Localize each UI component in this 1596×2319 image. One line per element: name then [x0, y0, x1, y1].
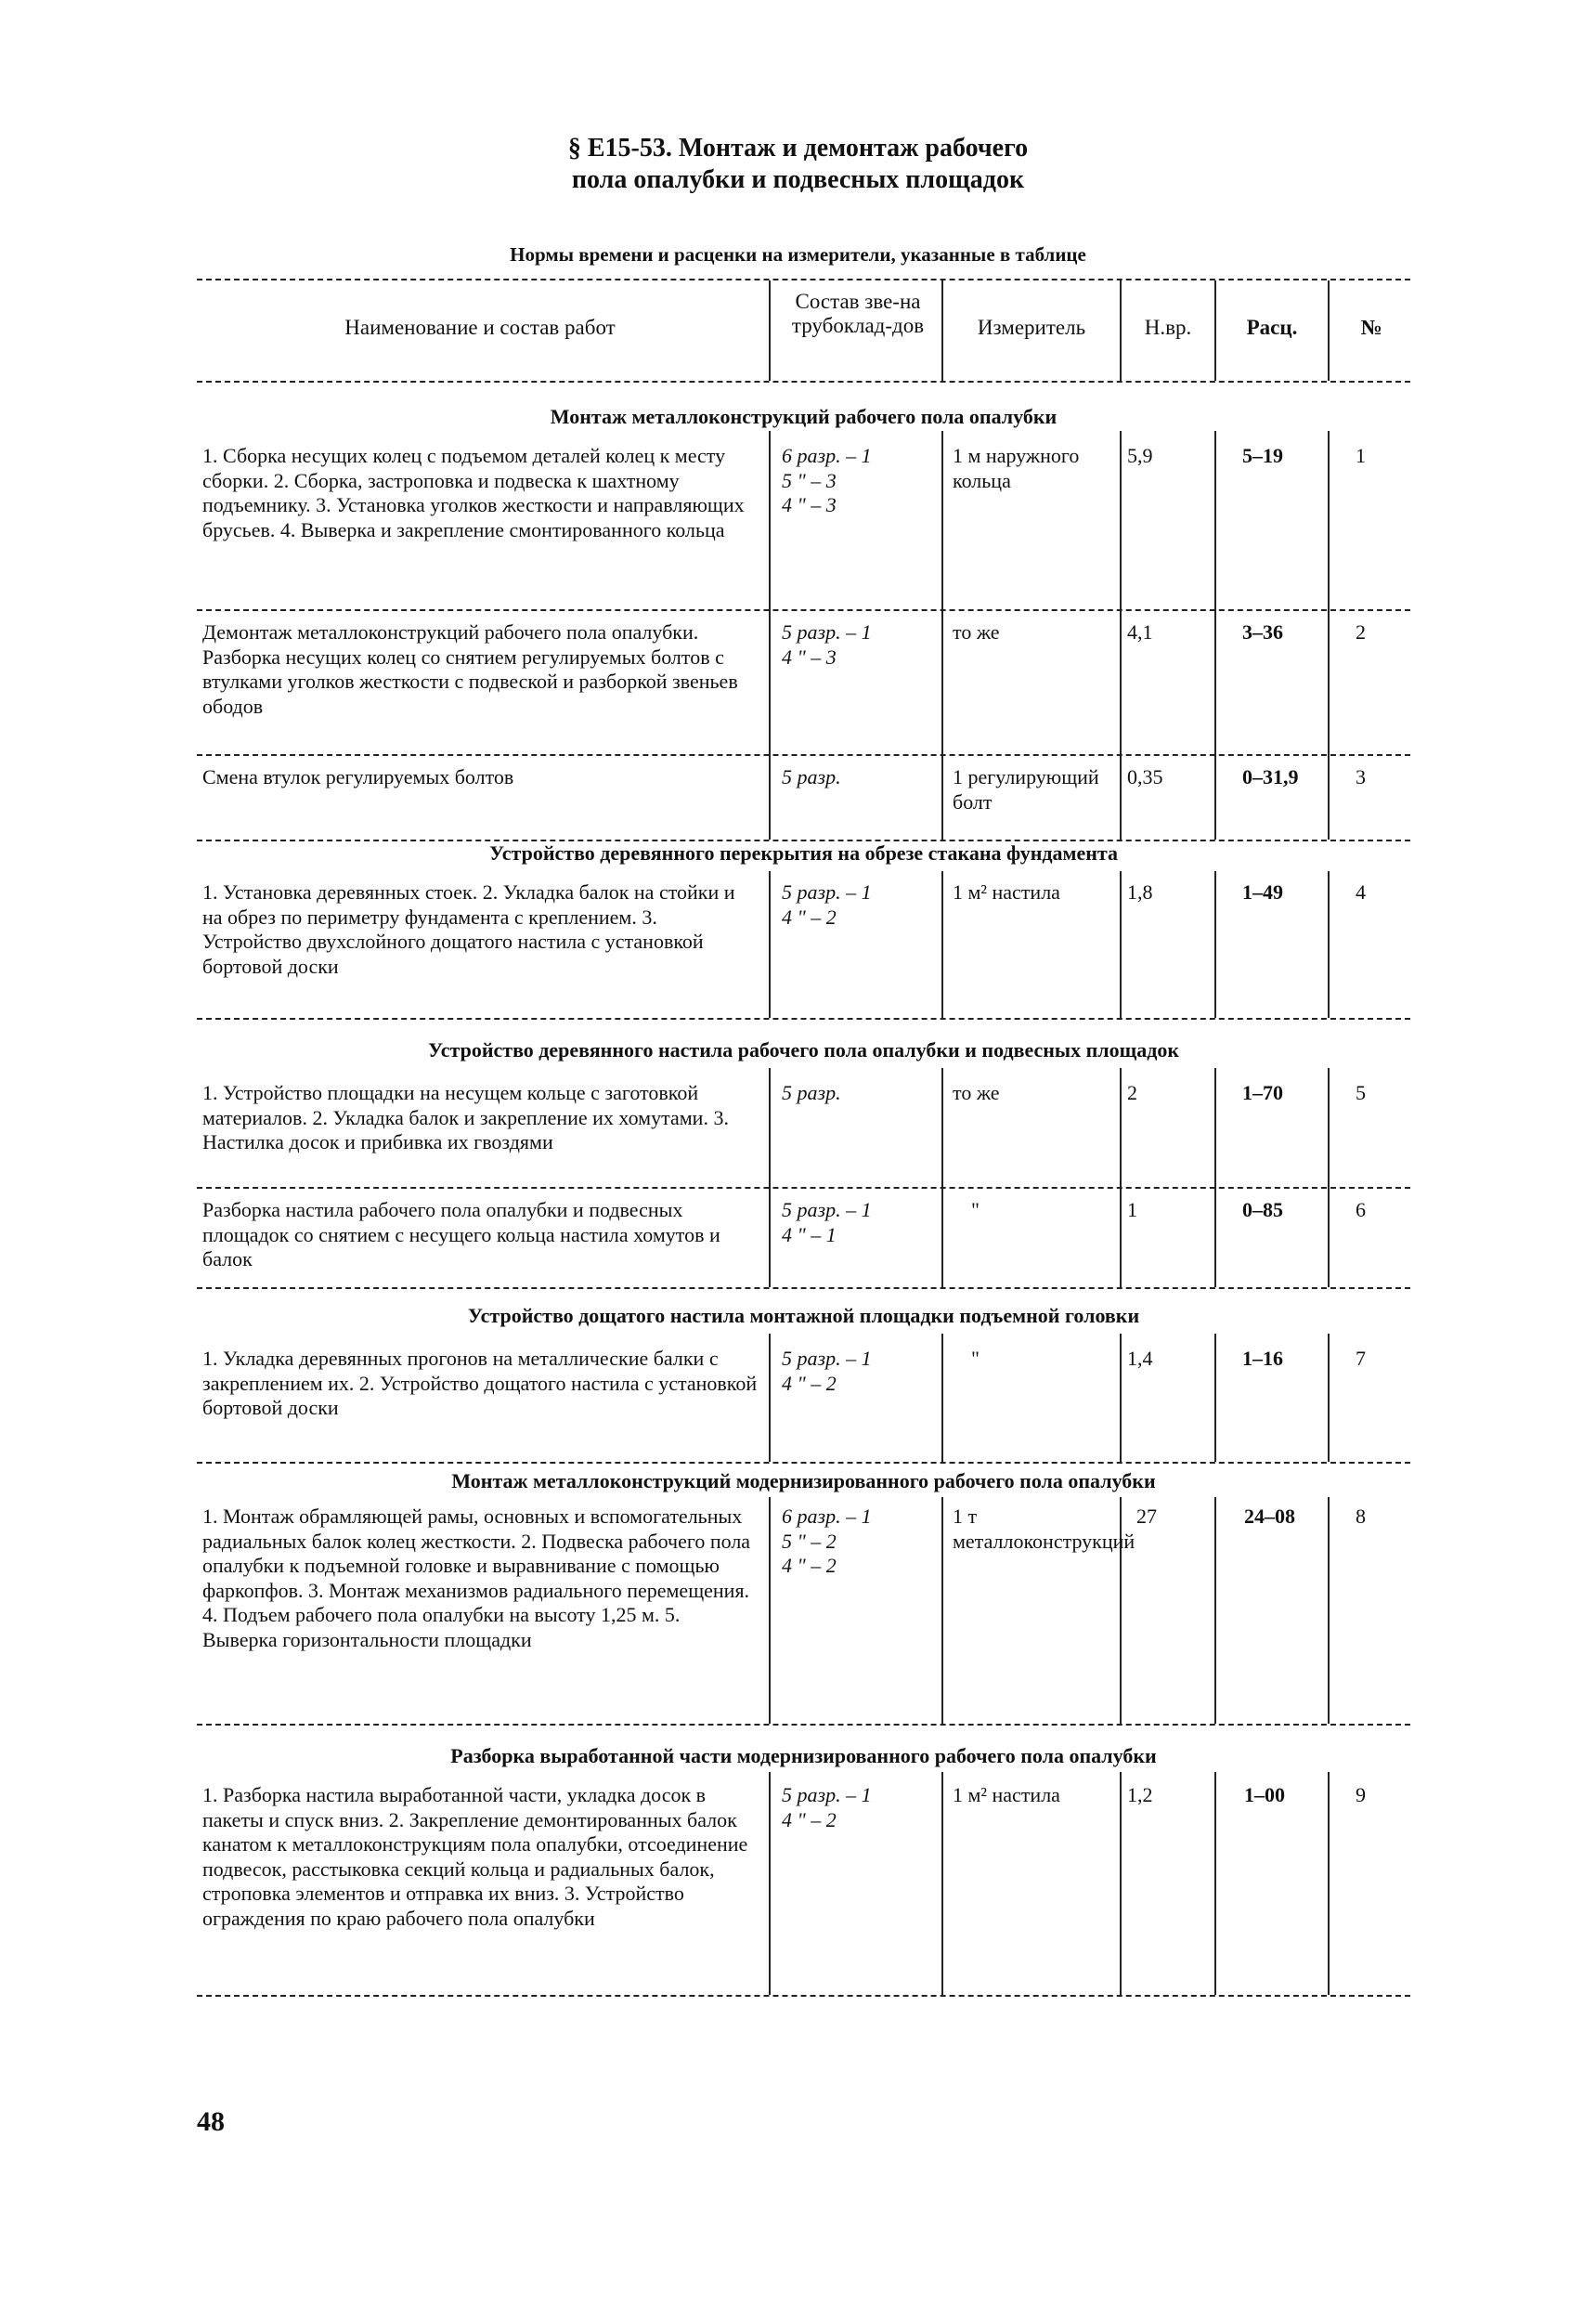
row-8-rate: 24–08	[1244, 1505, 1295, 1528]
row-1-crew: 6 разр. – 1 5 " – 3 4 " – 3	[782, 444, 872, 516]
header-measure: Измеритель	[977, 316, 1086, 339]
row-2-crew: 5 разр. – 1 4 " – 3	[782, 620, 872, 669]
row-7-norm: 1,4	[1127, 1347, 1153, 1370]
row-1-work: 1. Сборка несущих колец с подъемом деталей колец к месту сборки. 2. Сборка, застроповка и подвеска к шахтному подъемнику. 3. Установка уголков жесткости и направляющих брусьев. 4. Выверка и закрепление смонтированного кольца	[202, 444, 745, 541]
row-3-measure: 1 регулирующий болт	[953, 765, 1099, 814]
row-2-rate: 3–36	[1242, 620, 1283, 644]
section-title-line1: § Е15-53. Монтаж и демонтаж рабочего	[567, 134, 1029, 163]
row-5-crew: 5 разр.	[782, 1081, 841, 1104]
row-5-work: 1. Устройство площадки на несущем кольце с заготовкой материалов. 2. Укладка балок и закрепление их хомутами. 3. Настилка досок и прибивка их гвоздями	[202, 1081, 729, 1153]
row-9-work: 1. Разборка настила выработанной части, укладка досок в пакеты и спуск вниз. 2. Закрепление демонтированных балок канатом к металлоконструкциям пола опалубки, отсоединение подвесок, расстыковка секций кольца и радиальных балок, строповка элементов и отправка их вниз. 3. Устройство ограждения по краю рабочего пола опалубки	[202, 1783, 748, 1930]
row-6-norm: 1	[1127, 1198, 1137, 1221]
row-7-rate: 1–16	[1242, 1347, 1283, 1370]
section-heading: Устройство деревянного перекрытия на обрезе стакана фундамента	[488, 841, 1119, 865]
section-heading: Устройство дощатого настила монтажной площадки подъемной головки	[467, 1304, 1140, 1327]
page-number: 48	[197, 2106, 225, 2137]
row-4-work: 1. Установка деревянных стоек. 2. Укладка балок на стойки и на обрез по периметру фундамента с креплением. 3. Устройство двухслойного дощатого настила с установкой бортовой доски	[202, 880, 735, 978]
row-2-norm: 4,1	[1127, 620, 1153, 644]
row-8-crew: 6 разр. – 1 5 " – 2 4 " – 2	[782, 1505, 872, 1577]
row-9-no: 9	[1356, 1783, 1366, 1806]
row-7-measure: "	[971, 1347, 980, 1370]
row-9-norm: 1,2	[1127, 1783, 1153, 1806]
row-6-measure: "	[971, 1198, 980, 1221]
row-4-rate: 1–49	[1242, 880, 1283, 904]
row-8-work: 1. Монтаж обрамляющей рамы, основных и вспомогательных радиальных балок колец жесткости. 2. Подвеска рабочего пола опалубки к подъемной головке и выравнивание с помощью фаркопфов. 3. Монтаж механизмов радиального перемещения. 4. Подъем рабочего пола опалубки на высоту 1,25 м. 5. Выверка горизонтальности площадки	[202, 1505, 751, 1651]
row-4-measure: 1 м² настила	[953, 880, 1060, 904]
row-6-no: 6	[1356, 1198, 1366, 1221]
row-2-measure: то же	[953, 620, 1000, 644]
header-top-rule	[197, 279, 1410, 280]
row-4-no: 4	[1356, 880, 1366, 904]
row-8-measure: 1 т металлоконструкций	[953, 1505, 1135, 1553]
row-8-norm: 27	[1136, 1505, 1157, 1528]
row-2-no: 2	[1356, 620, 1366, 644]
header-no: №	[1360, 316, 1382, 339]
row-3-rate: 0–31,9	[1242, 765, 1299, 788]
row-9-measure: 1 м² настила	[953, 1783, 1060, 1806]
section-heading: Монтаж металлоконструкций рабочего пола опалубки	[550, 405, 1058, 428]
row-9-rate: 1–00	[1244, 1783, 1285, 1806]
row-7-work: 1. Укладка деревянных прогонов на металлические балки с закреплением их. 2. Устройство дощатого настила с установкой бортовой доски	[202, 1347, 758, 1419]
row-2-work: Демонтаж металлоконструкций рабочего пола опалубки. Разборка несущих колец со снятием регулируемых болтов с втулками уголков жесткости с подвеской и разборкой звеньев ободов	[202, 620, 738, 718]
table-subtitle: Нормы времени и расценки на измерители, указанные в таблице	[510, 243, 1086, 266]
header-crew: Состав зве-на трубоклад-дов	[791, 290, 925, 337]
row-1-measure: 1 м наружного кольца	[953, 444, 1080, 492]
row-9-crew: 5 разр. – 1 4 " – 2	[782, 1783, 872, 1831]
row-3-no: 3	[1356, 765, 1366, 788]
header-work: Наименование и состав работ	[344, 316, 616, 339]
section-heading: Разборка выработанной части модернизированного рабочего пола опалубки	[450, 1744, 1157, 1767]
row-6-rate: 0–85	[1242, 1198, 1283, 1221]
row-3-work: Смена втулок регулируемых болтов	[202, 765, 514, 788]
row-5-measure: то же	[953, 1081, 1000, 1104]
row-1-norm: 5,9	[1127, 444, 1153, 467]
section-title-line2: пола опалубки и подвесных площадок	[571, 165, 1025, 194]
header-bottom-rule	[197, 381, 1410, 383]
row-1-rate: 5–19	[1242, 444, 1283, 467]
section-heading: Устройство деревянного настила рабочего пола опалубки и подвесных площадок	[427, 1038, 1180, 1062]
row-6-crew: 5 разр. – 1 4 " – 1	[782, 1198, 872, 1246]
row-4-norm: 1,8	[1127, 880, 1153, 904]
row-5-rate: 1–70	[1242, 1081, 1283, 1104]
row-3-norm: 0,35	[1127, 765, 1163, 788]
row-1-no: 1	[1356, 444, 1366, 467]
row-5-norm: 2	[1127, 1081, 1137, 1104]
row-8-no: 8	[1356, 1505, 1366, 1528]
header-rate: Расц.	[1246, 316, 1298, 339]
header-norm: Н.вр.	[1144, 316, 1192, 339]
row-4-crew: 5 разр. – 1 4 " – 2	[782, 880, 872, 929]
row-3-crew: 5 разр.	[782, 765, 841, 788]
row-6-work: Разборка настила рабочего пола опалубки и подвесных площадок со снятием с несущего кольца настила хомутов и балок	[202, 1198, 720, 1270]
section-heading: Монтаж металлоконструкций модернизированного рабочего пола опалубки	[451, 1469, 1156, 1492]
row-5-no: 5	[1356, 1081, 1366, 1104]
row-7-crew: 5 разр. – 1 4 " – 2	[782, 1347, 872, 1395]
row-7-no: 7	[1356, 1347, 1366, 1370]
